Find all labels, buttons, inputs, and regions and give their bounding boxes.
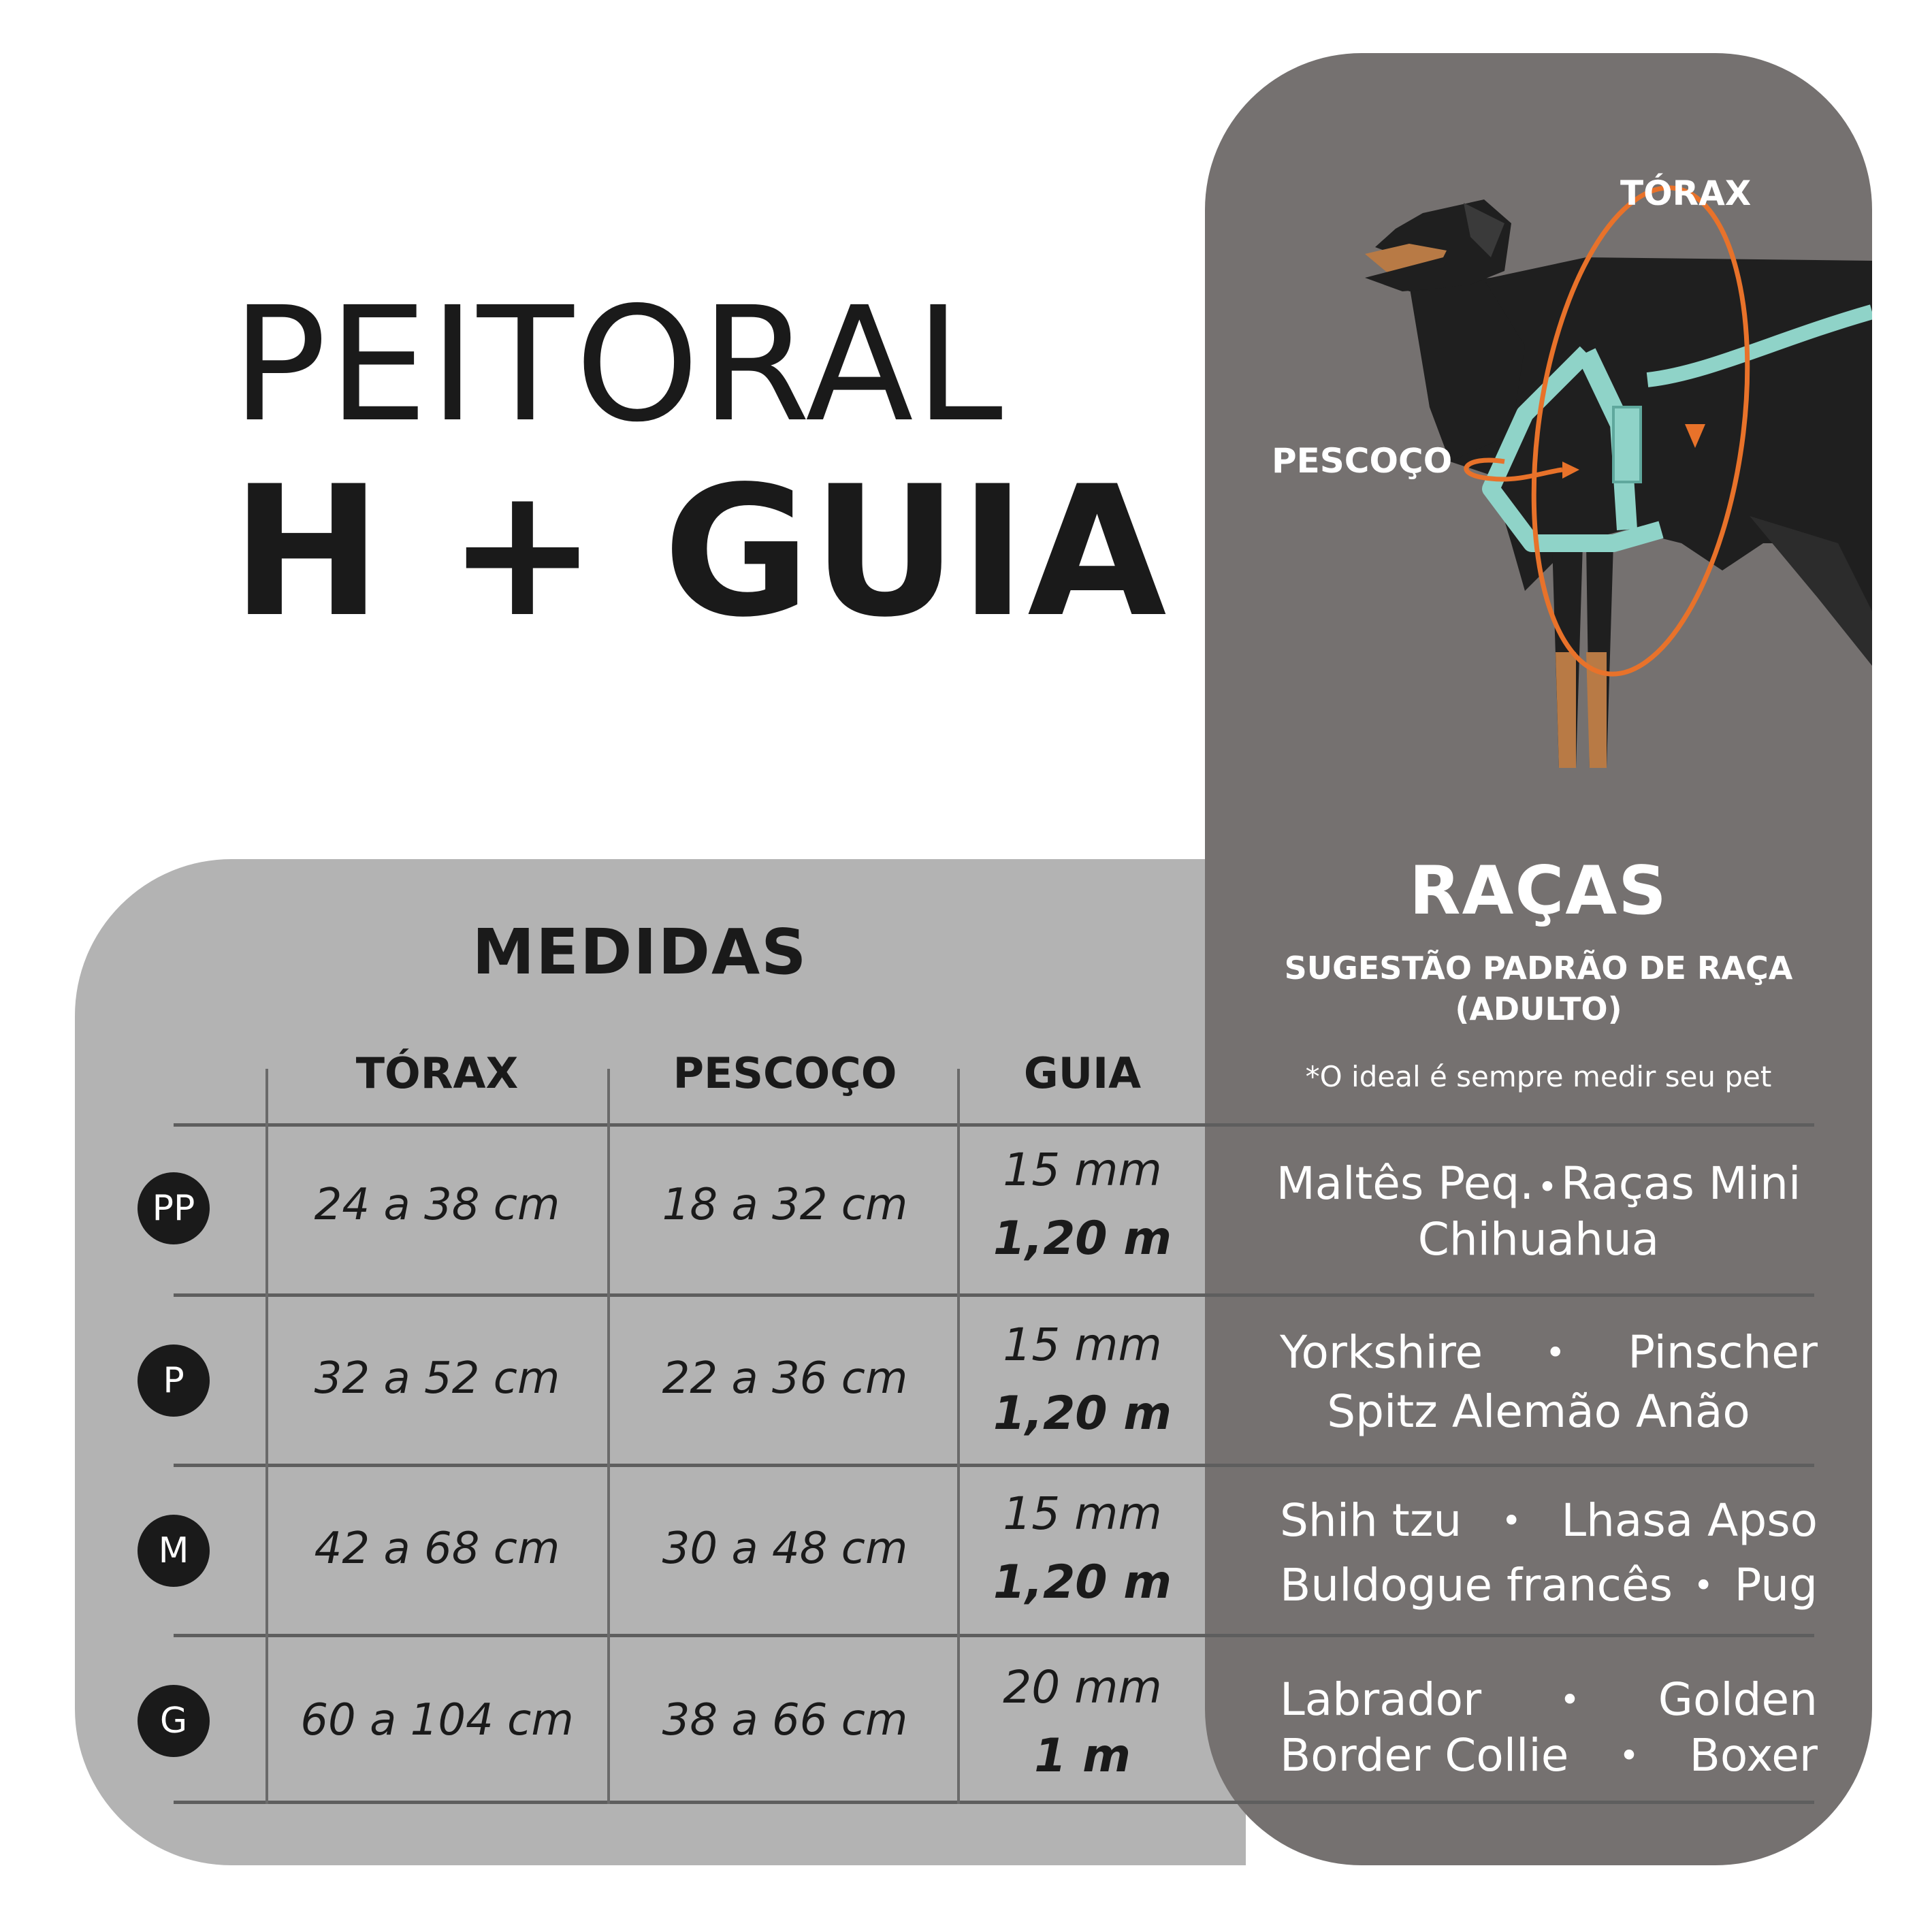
cell-torax: 32 a 52 cm (314, 1353, 560, 1404)
breed-name: Golden (1658, 1673, 1818, 1726)
size-badge-pp: PP (138, 1172, 210, 1244)
racas-note: *O ideal é sempre medir seu pet (1305, 1060, 1772, 1093)
racas-subtitle: SUGESTÃO PADRÃO DE RAÇA (ADULTO) (1284, 950, 1793, 1027)
breed-name: Lhasa Apso (1561, 1494, 1818, 1547)
breed-line (1205, 1385, 1872, 1438)
breed-name: Spitz Alemão Anão (1327, 1385, 1750, 1438)
cell-pescoco: 38 a 66 cm (662, 1695, 908, 1745)
breed-name: Pinscher (1628, 1326, 1818, 1379)
breed-separator: • (1619, 1735, 1639, 1775)
breed-name: Raças Mini (1560, 1157, 1801, 1210)
breed-name: Pug (1734, 1559, 1818, 1611)
breed-separator: • (1537, 1168, 1558, 1207)
size-badge-g: G (138, 1685, 210, 1757)
cell-guia-length: 1,20 m (993, 1212, 1172, 1266)
table-divider (174, 1801, 1814, 1804)
breed-name: Buldogue francês (1280, 1559, 1673, 1611)
cell-guia-width: 15 mm (1003, 1487, 1162, 1540)
harness-buckle (1613, 407, 1641, 482)
breed-line (1280, 1326, 1818, 1379)
breed-line (1280, 1494, 1818, 1547)
dog-paw-left (1556, 652, 1576, 768)
breed-separator: • (1560, 1679, 1580, 1720)
breed-line (1280, 1729, 1818, 1782)
table-divider (174, 1123, 1814, 1127)
breed-name: Shih tzu (1280, 1494, 1462, 1547)
cell-torax: 42 a 68 cm (314, 1524, 560, 1574)
cell-pescoco: 22 a 36 cm (662, 1353, 908, 1404)
cell-guia-width: 20 mm (1003, 1661, 1162, 1713)
title-line-1: PEITORAL (231, 273, 1004, 457)
breed-line (1205, 1213, 1872, 1266)
size-badge-p: P (138, 1345, 210, 1417)
breed-name: Chihuahua (1417, 1213, 1660, 1266)
column-header-guia: GUIA (1023, 1048, 1142, 1098)
title-line-2: H + GUIA (231, 448, 1168, 657)
diagram-label-pescoco: PESCOÇO (1272, 441, 1453, 481)
table-column-divider (265, 1069, 268, 1804)
breed-separator: • (1693, 1565, 1714, 1605)
cell-guia-length: 1 m (1034, 1729, 1131, 1783)
table-divider (174, 1293, 1814, 1297)
table-divider (174, 1464, 1814, 1467)
cell-guia-width: 15 mm (1003, 1144, 1162, 1196)
size-badge-m: M (138, 1515, 210, 1587)
cell-torax: 24 a 38 cm (314, 1180, 560, 1230)
breed-line (1205, 1157, 1872, 1210)
cell-guia-length: 1,20 m (993, 1556, 1172, 1609)
cell-pescoco: 30 a 48 cm (662, 1524, 908, 1574)
breed-name: Boxer (1689, 1729, 1818, 1782)
breed-separator: • (1501, 1500, 1522, 1541)
column-header-pescoco: PESCOÇO (673, 1048, 897, 1098)
cell-torax: 60 a 104 cm (300, 1695, 574, 1745)
breed-line (1280, 1673, 1818, 1726)
breed-line (1280, 1559, 1818, 1611)
cell-pescoco: 18 a 32 cm (662, 1180, 908, 1230)
diagram-label-torax: TÓRAX (1620, 174, 1752, 213)
dog-harness-illustration (1205, 53, 1872, 802)
table-column-divider (607, 1069, 610, 1804)
breed-name: Border Collie (1280, 1729, 1569, 1782)
cell-guia-width: 15 mm (1003, 1319, 1162, 1371)
breed-name: Maltês Peq. (1276, 1157, 1534, 1210)
column-header-torax: TÓRAX (355, 1048, 519, 1098)
racas-heading: RAÇAS (1409, 852, 1668, 930)
cell-guia-length: 1,20 m (993, 1387, 1172, 1440)
medidas-heading: MEDIDAS (472, 916, 808, 988)
breed-name: Yorkshire (1280, 1326, 1483, 1379)
table-divider (174, 1634, 1814, 1637)
breed-name: Labrador (1280, 1673, 1482, 1726)
breed-separator: • (1545, 1332, 1566, 1372)
